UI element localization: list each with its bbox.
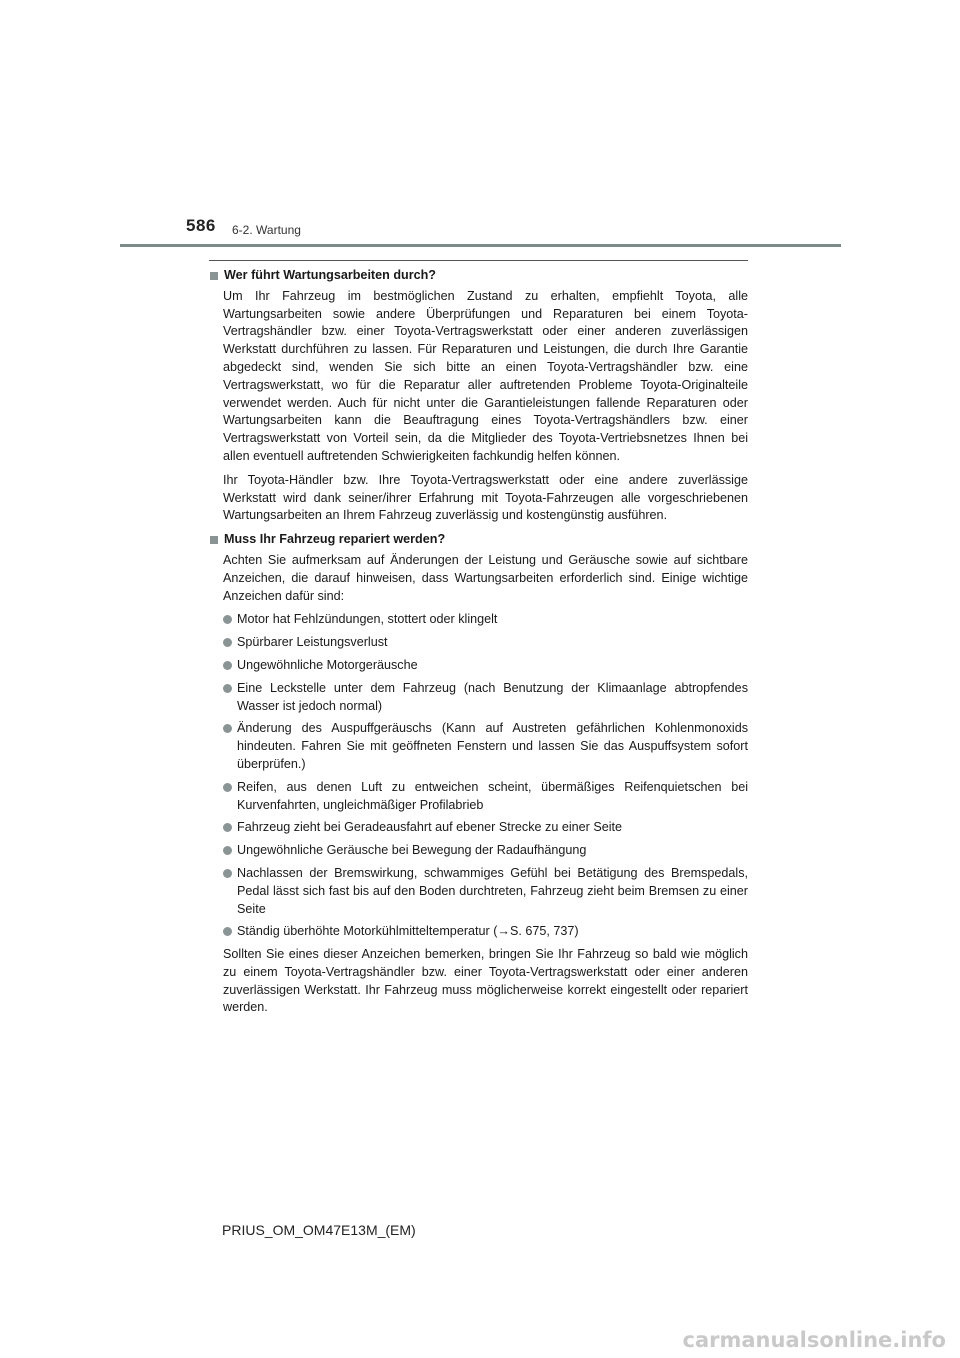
round-bullet-icon <box>223 846 232 855</box>
round-bullet-icon <box>223 638 232 647</box>
list-item <box>209 842 748 860</box>
section-heading <box>209 267 748 285</box>
section-heading-text: Muss Ihr Fahrzeug repariert werden? <box>224 532 446 547</box>
list-item-text: Ungewöhnliche Geräusche bei Bewegung der Radaufhängung <box>237 843 587 858</box>
list-item <box>209 611 748 629</box>
round-bullet-icon <box>223 783 232 792</box>
round-bullet-icon <box>223 684 232 693</box>
list-item-text: Ständig überhöhte Motorkühlmitteltemperatur (→S. 675, 737) <box>237 924 579 939</box>
list-item <box>209 657 748 675</box>
list-item-text: Spürbarer Leistungsverlust <box>237 635 388 650</box>
section-heading <box>209 531 748 549</box>
list-item <box>209 634 748 652</box>
list-item-text: Änderung des Auspuffgeräuschs (Kann auf Austreten gefährlichen Kohlenmonoxids hindeuten. Fahren Sie mit geöffneten Fenstern und lassen Sie das Auspuffsystem sofort überprüfen.) <box>237 721 748 771</box>
header-rule <box>120 244 841 247</box>
page-number: 586 <box>186 216 216 235</box>
closing-paragraph: Sollten Sie eines dieser Anzeichen bemerken, bringen Sie Ihr Fahrzeug so bald wie möglich zu einem Toyota-Vertragshändler bzw. einer Toyota-Vertragswerkstatt oder einer anderen zuverlässigen Werkstatt. Ihr Fahrzeug muss möglicherweise korrekt eingestellt oder repariert werden. <box>223 947 748 1015</box>
page-content <box>209 267 748 1023</box>
paragraph: Um Ihr Fahrzeug im bestmöglichen Zustand zu erhalten, empfiehlt Toyota, alle Wartungsarbeiten sowie andere Überprüfungen und Reparaturen bei einem Toyota-Vertragshändler bzw. einer Toyota-Vertragswerkstatt oder einer anderen zuverlässigen Werkstatt durchführen zu lassen. Für Reparaturen und Leistungen, die durch Ihre Garantie abgedeckt sind, wenden Sie sich bitte an einen Toyota-Vertragshändler bzw. eine Vertragswerkstatt, wo für die Reparatur aller auftretenden Probleme Toyota-Originalteile verwendet werden. Auch für nicht unter die Garantieleistungen fallende Reparaturen oder Wartungsarbeiten kann die Beauftragung eines Toyota-Vertragshändlers bzw. einer Vertragswerkstatt von Vorteil sein, da die Mitglieder des Toyota-Vertriebsnetzes Ihnen bei allen eventuell auftretenden Schwierigkeiten fachkundig helfen können. <box>223 288 748 463</box>
list-item <box>209 720 748 773</box>
paragraph: Achten Sie aufmerksam auf Änderungen der Leistung und Geräusche sowie auf sichtbare Anzeichen, die darauf hinweisen, dass Wartungsarbeiten erforderlich sind. Einige wichtige Anzeichen dafür sind: <box>223 552 748 603</box>
round-bullet-icon <box>223 927 232 936</box>
list-item-text: Eine Leckstelle unter dem Fahrzeug (nach Benutzung der Klimaanlage abtropfendes Wasser ist jedoch normal) <box>237 680 748 713</box>
content-top-rule <box>209 260 748 261</box>
round-bullet-icon <box>223 869 232 878</box>
list-item <box>209 865 748 918</box>
section-label: 6-2. Wartung <box>232 223 301 237</box>
round-bullet-icon <box>223 661 232 670</box>
watermark: carmanualsonline.info <box>682 1328 946 1352</box>
list-item-text: Fahrzeug zieht bei Geradeausfahrt auf ebener Strecke zu einer Seite <box>237 820 623 835</box>
list-item <box>209 779 748 815</box>
document-code: PRIUS_OM_OM47E13M_(EM) <box>222 1222 416 1238</box>
list-item-text: Nachlassen der Bremswirkung, schwammiges Gefühl bei Betätigung des Bremspedals, Pedal lässt sich fast bis auf den Boden durchtreten, Fahrzeug zieht beim Bremsen zu einer Seite <box>237 865 748 916</box>
list-item-text: Ungewöhnliche Motorgeräusche <box>237 657 418 672</box>
list-item-text: Motor hat Fehlzündungen, stottert oder klingelt <box>237 612 498 627</box>
square-marker-icon <box>210 272 218 280</box>
list-item <box>209 819 748 837</box>
square-marker-icon <box>210 536 218 544</box>
list-item <box>209 680 748 716</box>
paragraph: Ihr Toyota-Händler bzw. Ihre Toyota-Vertragswerkstatt oder eine andere zuverlässige Werkstatt wird dank seiner/ihrer Erfahrung mit Toyota-Fahrzeugen alle vorgeschriebenen Wartungsarbeiten an Ihrem Fahrzeug zuverlässig und kostengünstig ausführen. <box>223 472 748 523</box>
round-bullet-icon <box>223 823 232 832</box>
section-heading-text: Wer führt Wartungsarbeiten durch? <box>224 268 437 282</box>
list-item <box>209 923 748 941</box>
round-bullet-icon <box>223 615 232 624</box>
list-item-text: Reifen, aus denen Luft zu entweichen scheint, übermäßiges Reifenquietschen bei Kurvenfahrten, ungleichmäßiger Profilabrieb <box>237 779 748 812</box>
round-bullet-icon <box>223 724 232 733</box>
